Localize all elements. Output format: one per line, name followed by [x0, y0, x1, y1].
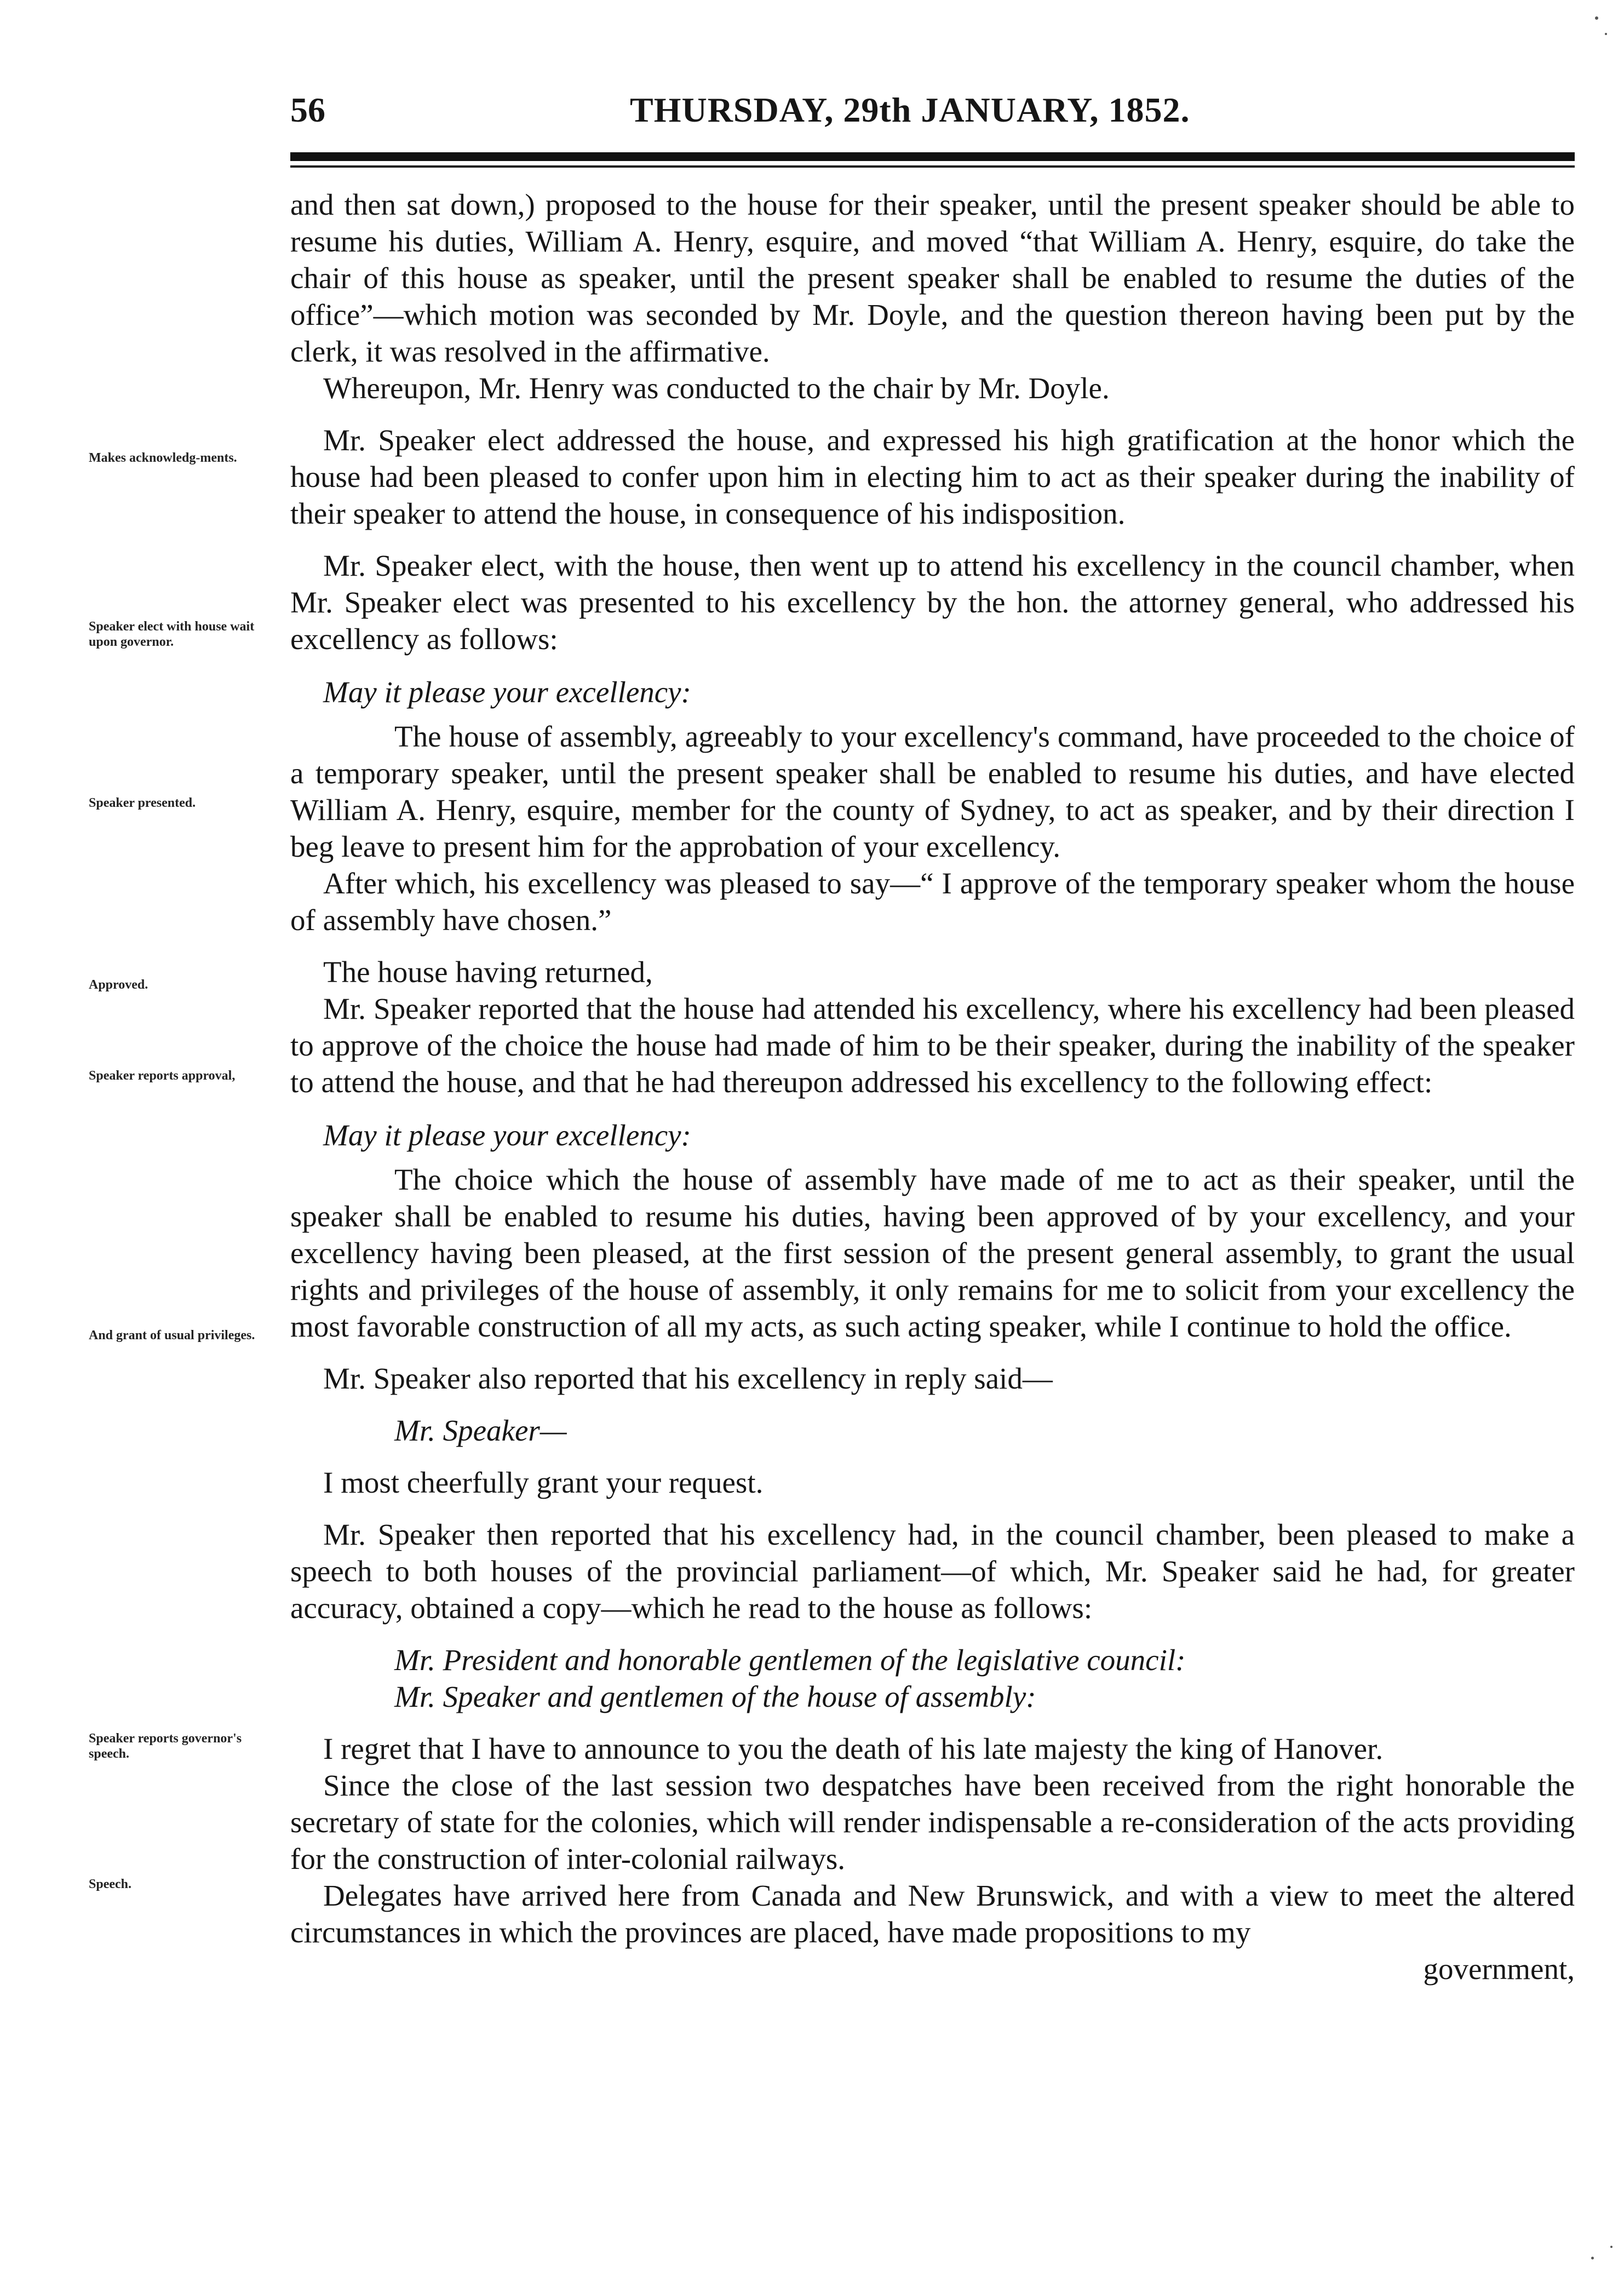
- paragraph: Mr. Speaker then reported that his excellency had, in the council chamber, been pleased to make a speech to both houses of the provincial parliament—of which, Mr. Speaker said he had, for greater accuracy, obtained a copy—which he read to the house as follows:: [290, 1518, 1575, 1625]
- paragraph: The house of assembly, agreeably to your excellency's command, have proceeded to the choice of a temporary speaker, until the present speaker shall be enabled to resume his duties, and have elected William A. Henry, esquire, member for the county of Sydney, to act as speaker, and by their direction I beg leave to present him for the approbation of your excellency.: [290, 720, 1575, 863]
- margin-note: Speaker elect with house wait upon governor.: [89, 619, 255, 649]
- paragraph: Whereupon, Mr. Henry was conducted to the chair by Mr. Doyle.: [323, 371, 1110, 405]
- running-head: THURSDAY, 29th JANUARY, 1852.: [630, 90, 1190, 129]
- margin-note: Makes acknowledg-ments.: [89, 451, 237, 465]
- margin-note: Speaker presented.: [89, 796, 196, 810]
- paragraph: Mr. Speaker elect, with the house, then went up to attend his excellency in the council chamber, when Mr. Speaker elect was presented to his excellency by the hon. the attorney general, who addressed his excellency as follows:: [290, 549, 1575, 656]
- catchword: government,: [1423, 1952, 1575, 1986]
- margin-note: Speech.: [89, 1877, 131, 1891]
- paragraph: Delegates have arrived here from Canada and New Brunswick, and with a view to meet the altered circumstances in which the provinces are placed, have made propositions to my: [290, 1879, 1575, 1949]
- paragraph: and then sat down,) proposed to the house for their speaker, until the present speaker should be able to resume his duties, William A. Henry, esquire, and moved “that William A. Henry, esquire, do take the chair of this house as speaker, until the present speaker shall be enabled to resume the duties of the office”—which motion was seconded by Mr. Doyle, and the question thereon having been put by the clerk, it was resolved in the affirmative.: [290, 188, 1575, 368]
- salutation: Mr. President and honorable gentlemen of the legislative council:: [394, 1643, 1186, 1677]
- print-speck: [1591, 2257, 1594, 2259]
- paragraph: I most cheerfully grant your request.: [323, 1466, 764, 1499]
- margin-note: Speaker reports governor's speech.: [89, 1731, 242, 1761]
- paragraph: Mr. Speaker also reported that his excellency in reply said—: [323, 1362, 1053, 1395]
- salutation: Mr. Speaker and gentlemen of the house of assembly:: [394, 1680, 1036, 1713]
- margin-note: Speaker reports approval,: [89, 1069, 236, 1083]
- salutation: May it please your excellency:: [323, 1118, 691, 1152]
- print-speck: [1595, 16, 1598, 20]
- header-rule-thin: [290, 165, 1575, 168]
- salutation: May it please your excellency:: [323, 675, 691, 709]
- page-header: [290, 77, 1577, 131]
- paragraph: I regret that I have to announce to you the death of his late majesty the king of Hanover.: [323, 1732, 1384, 1765]
- margin-note: And grant of usual privileges.: [89, 1328, 255, 1343]
- paragraph: Mr. Speaker elect addressed the house, and expressed his high gratification at the honor which the house had been pleased to confer upon him in electing him to act as their speaker during the inability of their speaker to attend the house, in consequence of his indisposition.: [290, 423, 1575, 530]
- paragraph: After which, his excellency was pleased to say—“ I approve of the temporary speaker whom the house of assembly have chosen.”: [290, 867, 1575, 937]
- paragraph: The choice which the house of assembly have made of me to act as their speaker, until the speaker shall be enabled to resume his duties, having been approved of by your excellency, and your excellency having been pleased, at the first session of the present general assembly, to grant the usual rights and privileges of the house of assembly, it only remains for me to solicit from your excellency the most favorable construction of all my acts, as such acting speaker, while I continue to hold the office.: [290, 1163, 1575, 1343]
- margin-note: Approved.: [89, 978, 148, 992]
- body-text: [290, 186, 1575, 1987]
- header-rule-thick: [290, 152, 1575, 161]
- paragraph: The house having returned,: [323, 955, 653, 989]
- print-speck: [1605, 33, 1607, 35]
- page-number: 56: [290, 90, 325, 129]
- paragraph: Mr. Speaker reported that the house had attended his excellency, where his excellency had been pleased to approve of the choice the house had made of him to be their speaker, during the inability of the speaker to attend the house, and that he had thereupon addressed his excellency to the following effect:: [290, 992, 1575, 1099]
- salutation: Mr. Speaker—: [394, 1414, 567, 1447]
- print-speck: [1610, 2246, 1612, 2248]
- paragraph: Since the close of the last session two despatches have been received from the right honorable the secretary of state for the colonies, which will render indispensable a re-consideration of the acts providing for the construction of inter-colonial railways.: [290, 1769, 1575, 1875]
